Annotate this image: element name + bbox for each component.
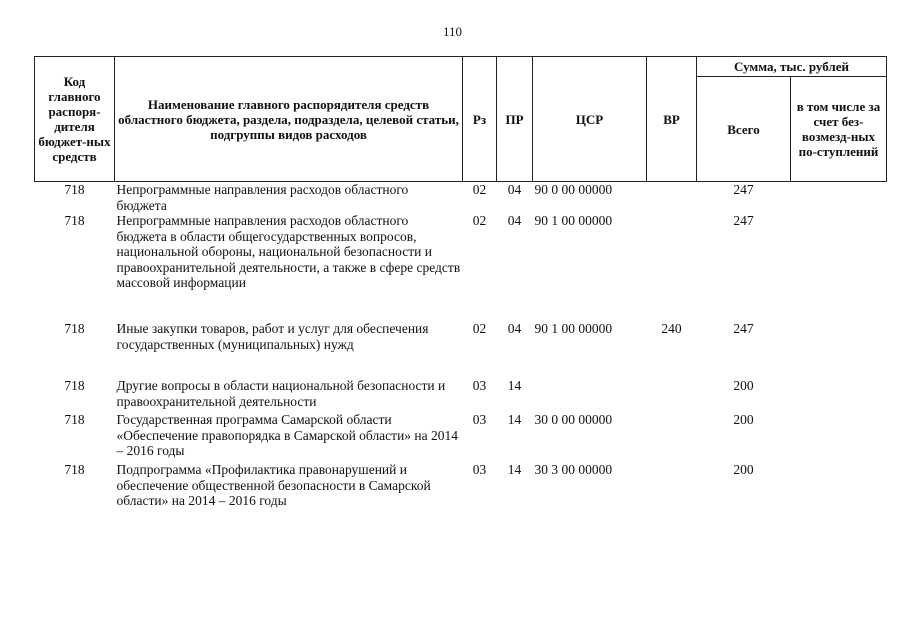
header-vr: ВР — [647, 57, 697, 182]
budget-table — [34, 56, 887, 512]
cell-rz: 03 — [472, 462, 487, 477]
cell-name: Непрограммные направления расходов областного бюджета в области общегосударственных вопросов, национальной обороны, национальной безопасности и правоохранительной деятельности, а также в сфере средств массовой информации — [116, 213, 461, 290]
cell-code: 718 — [64, 321, 85, 336]
header-code: Код главного распоря-дителя бюджет-ных средств — [35, 57, 115, 182]
cell-csr — [533, 378, 647, 412]
cell-vr: 240 — [661, 321, 682, 336]
cell-name: Иные закупки товаров, работ и услуг для обеспечения государственных (муниципальных) нужд — [116, 321, 429, 352]
cell-total: 200 — [733, 378, 754, 393]
cell-vr — [647, 182, 697, 214]
cell-including — [791, 213, 887, 321]
table-row — [35, 378, 887, 412]
cell-rz: 03 — [472, 378, 487, 393]
cell-pr: 14 — [507, 378, 522, 393]
cell-total: 200 — [733, 462, 754, 477]
cell-total: 247 — [733, 213, 754, 228]
cell-code: 718 — [64, 412, 85, 427]
cell-including — [791, 412, 887, 462]
cell-csr: 90 1 00 00000 — [534, 213, 613, 228]
header-name: Наименование главного распорядителя средств областного бюджета, раздела, подраздела, целевой статьи, подгруппы видов расходов — [115, 57, 463, 182]
header-including: в том числе за счет без-возмезд-ных по-ступлений — [791, 77, 887, 182]
header-row-top — [35, 57, 887, 77]
cell-pr: 04 — [507, 213, 522, 228]
cell-pr: 04 — [507, 321, 522, 336]
cell-code: 718 — [64, 462, 85, 477]
cell-code: 718 — [64, 182, 85, 197]
cell-total: 247 — [733, 321, 754, 336]
cell-including — [791, 462, 887, 512]
cell-csr: 90 1 00 00000 — [534, 321, 613, 336]
cell-name: Государственная программа Самарской области «Обеспечение правопорядка в Самарской области» на 2014 – 2016 годы — [116, 412, 459, 458]
header-sum-group: Сумма, тыс. рублей — [697, 57, 887, 77]
table-row — [35, 412, 887, 462]
cell-total: 200 — [733, 412, 754, 427]
header-rz: Рз — [463, 57, 497, 182]
table-row — [35, 321, 887, 378]
cell-name: Подпрограмма «Профилактика правонарушений и обеспечение общественной безопасности в Самарской области» на 2014 – 2016 годы — [116, 462, 431, 508]
cell-rz: 03 — [472, 412, 487, 427]
cell-name: Другие вопросы в области национальной безопасности и правоохранительной деятельности — [116, 378, 446, 409]
cell-name: Непрограммные направления расходов областного бюджета — [116, 182, 409, 213]
cell-csr: 90 0 00 00000 — [534, 182, 613, 197]
cell-pr: 14 — [507, 412, 522, 427]
cell-rz: 02 — [472, 321, 487, 336]
table-row — [35, 213, 887, 321]
cell-vr — [647, 213, 697, 321]
page-number: 110 — [442, 24, 463, 39]
cell-vr — [647, 462, 697, 512]
cell-code: 718 — [64, 378, 85, 393]
header-csr: ЦСР — [533, 57, 647, 182]
table-row — [35, 182, 887, 214]
cell-rz: 02 — [472, 182, 487, 197]
cell-rz: 02 — [472, 213, 487, 228]
cell-including — [791, 378, 887, 412]
cell-csr: 30 0 00 00000 — [534, 412, 613, 427]
cell-vr — [647, 378, 697, 412]
cell-total: 247 — [733, 182, 754, 197]
cell-pr: 14 — [507, 462, 522, 477]
cell-code: 718 — [64, 213, 85, 228]
cell-including — [791, 182, 887, 214]
table-row — [35, 462, 887, 512]
cell-pr: 04 — [507, 182, 522, 197]
cell-including — [791, 321, 887, 378]
header-pr: ПР — [497, 57, 533, 182]
cell-vr — [647, 412, 697, 462]
header-total: Всего — [697, 77, 791, 182]
cell-csr: 30 3 00 00000 — [534, 462, 613, 477]
